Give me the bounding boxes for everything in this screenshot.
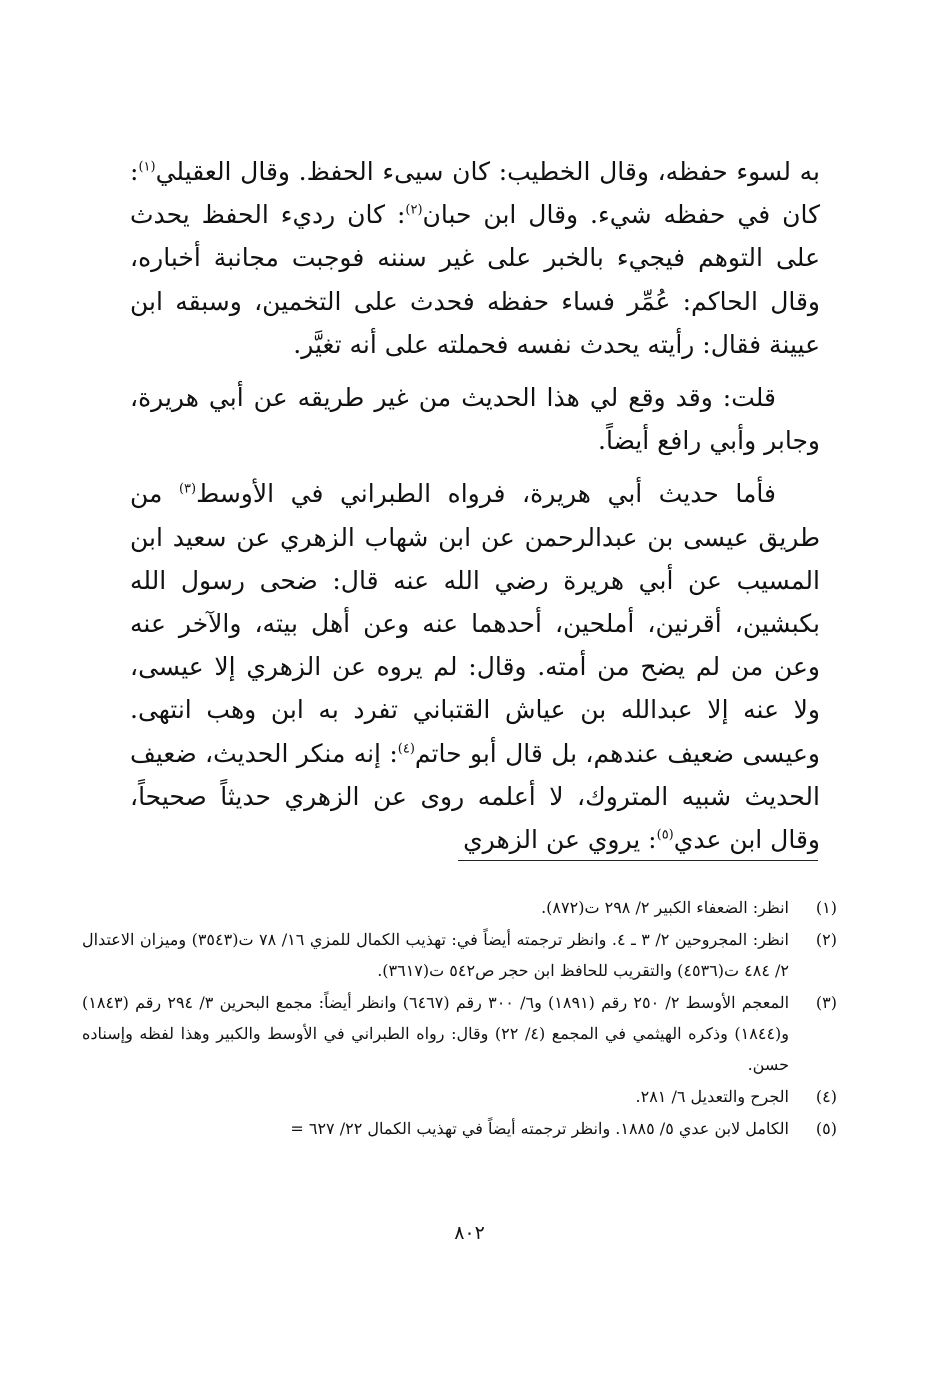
- footnote-number: (٣): [815, 993, 837, 1012]
- text-segment: فأما حديث أبي هريرة، فرواه الطبراني في الأوسط: [196, 479, 776, 509]
- footnote-ref-5[interactable]: (٥): [656, 827, 674, 843]
- text-segment: : كان في حفظه شيء. وقال ابن حبان: [130, 157, 820, 230]
- footnote-5: [82, 1113, 837, 1144]
- footnote-2: [82, 924, 837, 986]
- paragraph-3: [130, 472, 820, 861]
- page-number: ٨٠٢: [454, 1222, 485, 1244]
- footnote-ref-3[interactable]: (٣): [178, 482, 197, 498]
- text-segment: : إنه منكر الحديث، ضعيف الحديث شبيه المتروك، لا أعلمه روى عن الزهري حديثاً صحيحاً، وقال ابن عدي: [130, 738, 820, 855]
- footnote-text: الجرح والتعديل ٦/ ٢٨١.: [635, 1087, 789, 1106]
- footnote-text: الكامل لابن عدي ٥/ ١٨٨٥. وانظر ترجمته أيضاً في تهذيب الكمال ٢٢/ ٦٢٧ =: [290, 1119, 789, 1138]
- footnote-3: [82, 987, 837, 1080]
- footnote-number: (٤): [815, 1087, 837, 1106]
- footnote-separator: [458, 860, 818, 861]
- footnotes: [82, 892, 837, 1145]
- footnote-text: انظر: المجروحين ٢/ ٣ ـ ٤. وانظر ترجمته أيضاً في: تهذيب الكمال للمزي ١٦/ ٧٨ ت(٣٥٤٣) وميزان الاعتدال ٢/ ٤٨٤ ت(٤٥٣٦) والتقريب للحافظ ابن حجر ص٥٤٢ ت(٣٦١٧).: [82, 930, 790, 980]
- text-segment: : كان رديء الحفظ يحدث على التوهم فيجيء بالخبر على غير سننه فوجبت مجانبة أخباره، وقال الحاكم: عُمِّر فساء حفظه فحدث على التخمين، وسبقه ابن عيينة فقال: رأيته يحدث نفسه فحملته على أنه تغيَّر.: [130, 200, 820, 359]
- footnote-text: المعجم الأوسط ٢/ ٢٥٠ رقم (١٨٩١) و٦/ ٣٠٠ رقم (٦٤٦٧) وانظر أيضاً: مجمع البحرين ٣/ ٢٩٤ رقم (١٨٤٣) و(١٨٤٤) وذكره الهيثمي في المجمع (٤/ ٢٢) وقال: رواه الطبراني في الأوسط والكبير وهذا لفظه وإسناده حسن.: [82, 993, 790, 1074]
- paragraph-1: [130, 150, 820, 366]
- paragraph-2: قلت: وقد وقع لي هذا الحديث من غير طريقه عن أبي هريرة، وجابر وأبي رافع أيضاً.: [130, 383, 820, 456]
- footnote-text: انظر: الضعفاء الكبير ٢/ ٢٩٨ ت(٨٧٢).: [541, 898, 789, 917]
- main-text: [130, 150, 820, 861]
- footnote-number: (٥): [815, 1119, 837, 1138]
- text-segment: من طريق عيسى بن عبدالرحمن عن ابن شهاب الزهري عن سعيد ابن المسيب عن أبي هريرة رضي الله عنه قال: ضحى رسول الله بكبشين، أقرنين، أملحين، أحدهما عنه وعن أهل بيته، والآخر عنه وعن من لم يضح من أمته. وقال: لم يروه عن الزهري إلا عيسى، ولا عنه إلا عبدالله بن عياش القتباني تفرد به ابن وهب انتهى. وعيسى ضعيف عندهم، بل قال أبو حاتم: [130, 479, 820, 768]
- footnote-number: (١): [815, 898, 837, 917]
- footnote-ref-1[interactable]: (١): [138, 159, 156, 175]
- footnote-ref-4[interactable]: (٤): [397, 741, 415, 757]
- text-segment: : يروي عن الزهري: [463, 825, 657, 855]
- footnote-number: (٢): [815, 930, 837, 949]
- footnote-1: [82, 892, 837, 923]
- footnote-4: [82, 1081, 837, 1112]
- text-segment: به لسوء حفظه، وقال الخطيب: كان سيىء الحفظ. وقال العقيلي: [155, 157, 820, 186]
- footnote-ref-2[interactable]: (٢): [405, 202, 423, 218]
